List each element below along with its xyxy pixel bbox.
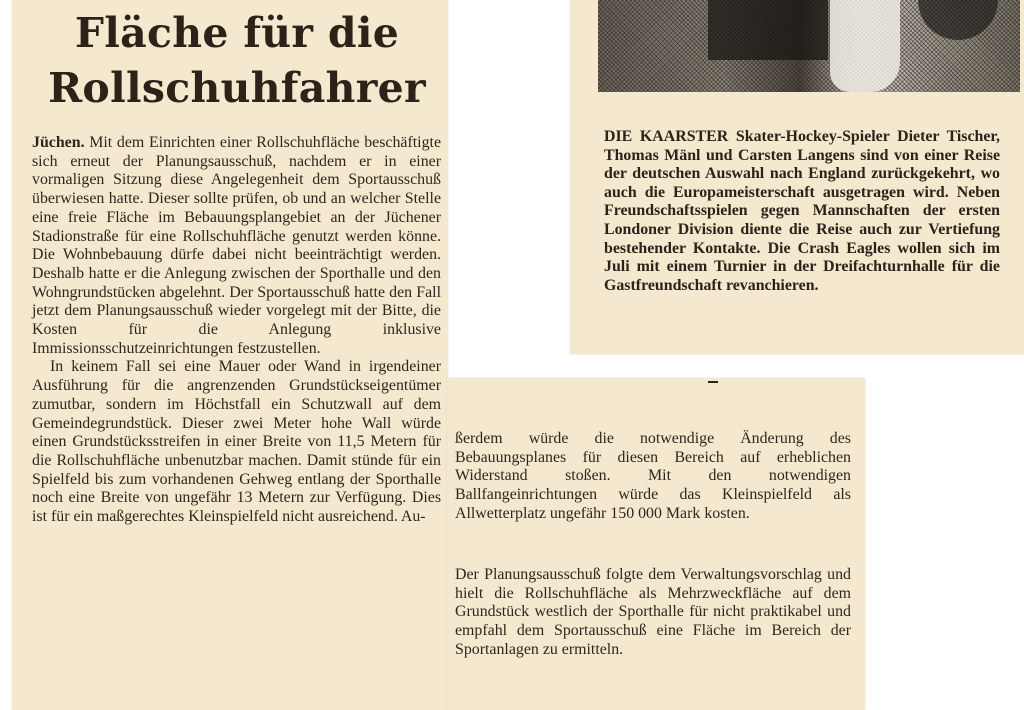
photo-clipping [570, 0, 1024, 354]
photo-light-area [830, 0, 900, 92]
article-paragraph-1-text: Mit dem Einrichten einer Rollschuhfläche beschäftigte sich erneut der Planungsausschuß, nachdem er in einer vormaligen Sitzung diese Angelegenheit dem Sportausschuß überwiesen hatte. Dieser sollte prüfen, ob und an welcher Stelle eine freie Fläche im Bebauungsplangebiet an der Jüchener Stadionstraße für eine Rollschuhfläche genutzt werden könne. Die Wohnbebauung dürfe dabei nicht beeinträchtigt werden. Deshalb hatte er die Anlegung zwischen der Sporthalle und den Wohngrundstücken abgelehnt. Der Sportausschuß hatte den Fall jetzt dem Planungsausschuß wieder vorgelegt mit der Bitte, die Kosten für die Anlegung inklusive Immissionsschutzeinrichtungen festzustellen. [32, 134, 441, 357]
article-paragraph-2-continued: ßerdem würde die notwendige Änderung des Bebauungsplanes für diesen Bereich auf erheblichen Widerstand stoßen. Mit den notwendigen Ballfangeinrichtungen würde das Kleinspielfeld als Allwetterplatz ungefähr 150 000 Mark kosten. [455, 429, 851, 522]
article-paragraph-1 [32, 134, 441, 358]
photo-shadow-area [918, 0, 998, 40]
article-clipping [12, 0, 448, 710]
article-paragraph-2: In keinem Fall sei eine Mauer oder Wand in irgendeiner Ausführung für die angrenzenden Grundstückseigentümer zumutbar, sondern im Höchstfall ein Schutzwall auf dem Gemeindegrundstück. Dieser zwei Meter hohe Wall würde einen Grundstücksstreifen in einer Breite von 11,5 Metern für die Rollschuhfläche unbenutzbar machen. Damit stünde für ein Spielfeld bis zum vorhandenen Gehweg entlang der Sporthalle noch eine Breite von ungefähr 13 Metern zur Verfügung. Dies ist für ein maßgerechtes Kleinspielfeld nicht ausreichend. Au- [32, 358, 441, 526]
headline-line-1: Fläche für die [74, 9, 400, 57]
newspaper-photo [598, 0, 1020, 92]
article-column-1 [32, 134, 441, 527]
separator-dash [708, 381, 718, 383]
article-continuation-clipping [447, 378, 865, 710]
article-paragraph-3: Der Planungsausschuß folgte dem Verwaltungsvorschlag und hielt die Rollschuhfläche als Mehrzweckfläche auf dem Grundstück westlich der Sporthalle für nicht praktikabel und empfahl dem Sportausschuß eine Fläche im Bereich der Sportanlagen zu ermitteln. [455, 565, 851, 658]
photo-dark-area [708, 0, 828, 60]
article-dateline: Jüchen. [32, 134, 85, 151]
photo-caption: DIE KAARSTER Skater-Hockey-Spieler Dieter Tischer, Thomas Mänl und Carsten Langens sind von einer Reise der deutschen Auswahl nach England zurückgekehrt, wo auch die Europameisterschaft ausgetragen wird. Neben Freundschaftsspielen gegen Mannschaften der ersten Londoner Division diente die Reise auch zur Vertiefung bestehender Kontakte. Die Crash Eagles wollen sich im Juli mit einem Turnier in der Dreifachturnhalle für die Gastfreundschaft revanchieren. [604, 128, 1000, 294]
headline-line-2: Rollschuhfahrer [48, 64, 426, 112]
article-headline [32, 6, 442, 116]
article-column-2-top [455, 414, 851, 539]
article-column-2-bottom [455, 550, 851, 675]
